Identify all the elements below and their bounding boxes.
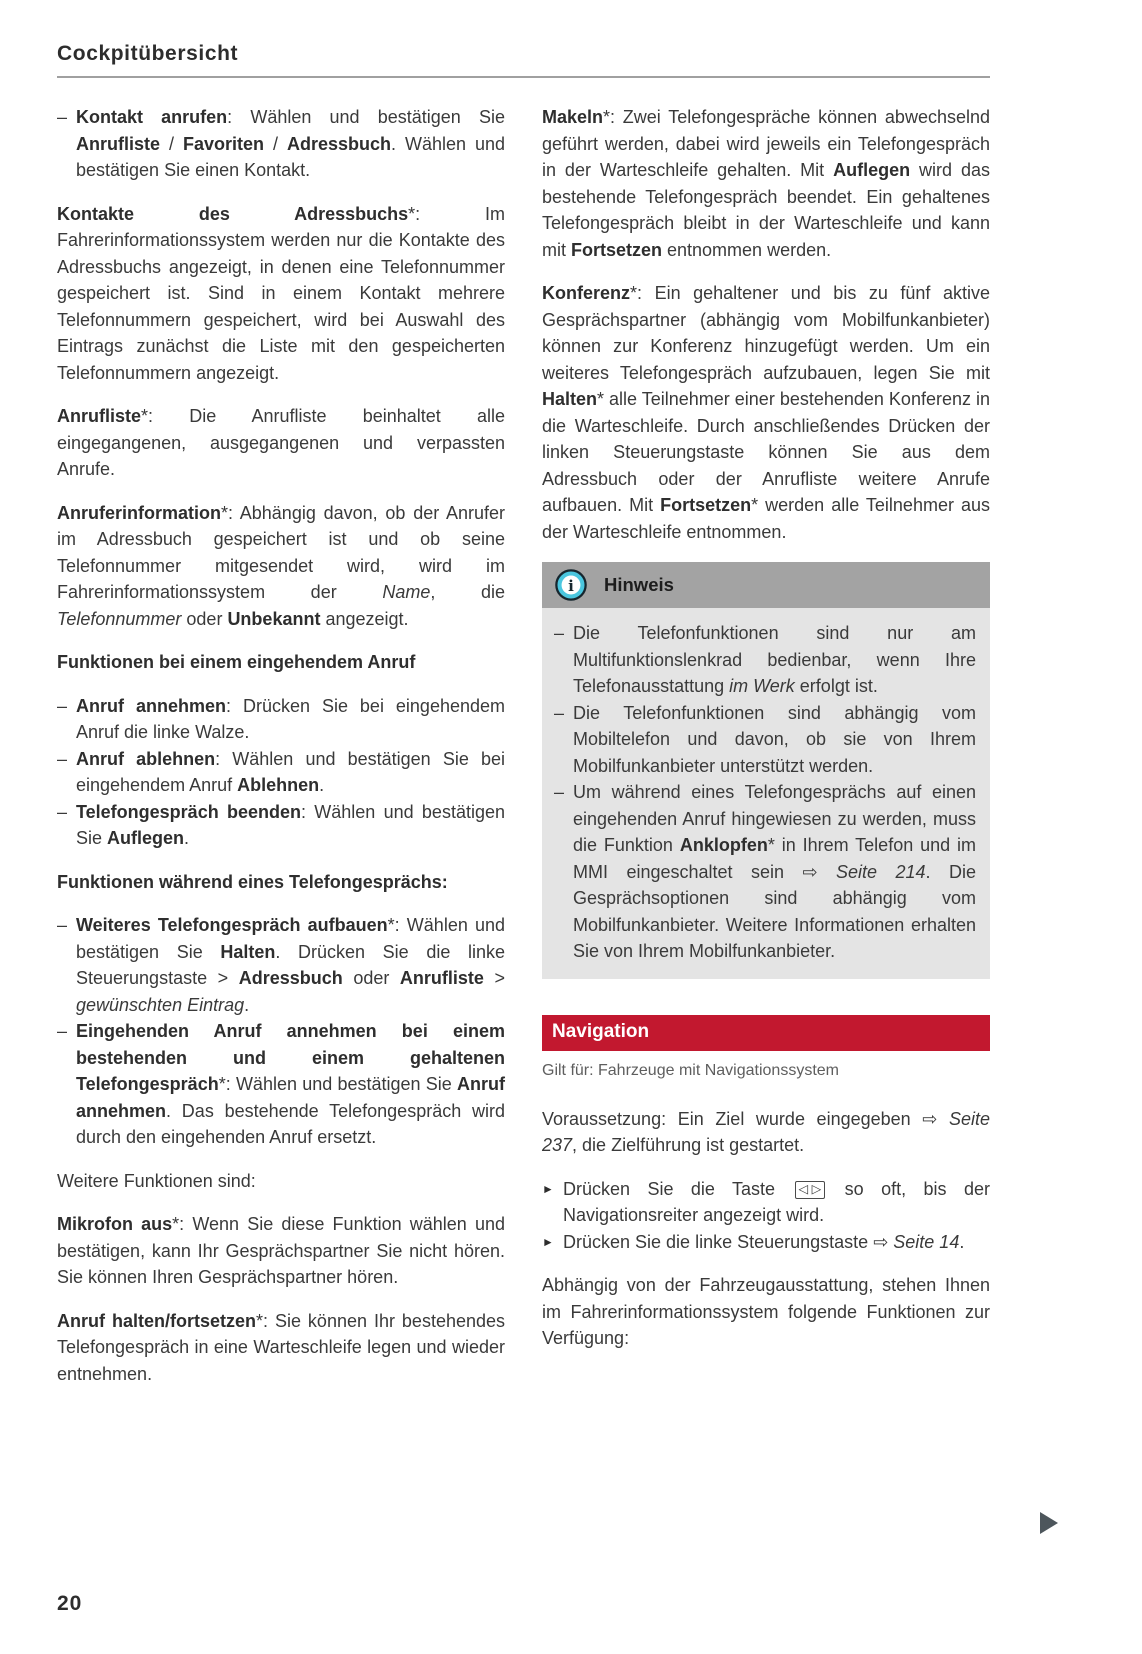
dash-bullet: –: [554, 782, 565, 802]
paragraph-mikrofon-aus: Mikrofon aus*: Wenn Sie diese Funktion wählen und bestätigen, kann Ihr Gesprächspartner Sie nicht hören. Sie können Ihren Gesprächspartner hören.: [57, 1214, 505, 1287]
note-item-text: Um während eines Telefongesprächs auf einen eingehenden Anruf hingewiesen zu werden, muss die Funktion Anklopfen* in Ihrem Telefon und im MMI eingeschaltet sein ⇨ Seite 214. Die Gesprächsoptionen sind abhängig vom Mobilfunkanbieter. Weitere Informationen erhalten Sie von Ihrem Mobilfunkanbieter.: [573, 782, 977, 961]
note-item: [554, 700, 976, 780]
paragraph-abhaengig: Abhängig von der Fahrzeugausstattung, stehen Ihnen im Fahrerinformationssystem folgende Funktionen zur Verfügung:: [542, 1275, 990, 1348]
page-number: 20: [57, 1592, 83, 1615]
note-item-text: Die Telefonfunktionen sind abhängig vom Mobiltelefon und davon, ob sie von Ihrem Mobilfunkanbieter unterstützt werden.: [573, 702, 976, 776]
dash-bullet: –: [57, 915, 68, 935]
list-item: [57, 104, 505, 184]
content-columns: [57, 104, 990, 1404]
list-item-text: Telefongespräch beenden: Wählen und bestätigen Sie Auflegen.: [76, 801, 505, 848]
note-title: Hinweis: [604, 573, 674, 595]
dash-bullet: –: [554, 702, 565, 723]
left-right-key-icon: ◁ ▷: [795, 1181, 826, 1199]
dash-bullet: –: [57, 1021, 68, 1041]
dash-bullet: –: [57, 695, 68, 716]
list-item: [57, 799, 505, 852]
bullet-list: [57, 693, 505, 852]
bullet-list: [57, 104, 505, 184]
continuation-triangle-icon: [1040, 1512, 1058, 1534]
action-item-text: Drücken Sie die linke Steuerungstaste ⇨ Seite 14.: [563, 1231, 965, 1252]
list-item-text: Weiteres Telefongespräch aufbauen*: Wählen und bestätigen Sie Halten. Drücken Sie die linke Steuerungstaste > Adressbuch oder Anrufliste > gewünschten Eintrag.: [76, 915, 506, 1015]
bullet-list: [57, 912, 505, 1151]
list-item-text: Eingehenden Anruf annehmen bei einem bestehenden und einem gehaltenen Telefongespräch*: Wählen und bestätigen Sie Anruf annehmen. Das bestehende Telefongespräch wird durch den eingehenden Anruf ersetzt.: [76, 1021, 505, 1147]
triangle-bullet-icon: ►: [542, 1234, 554, 1249]
action-list: [542, 1176, 990, 1256]
page-title: Cockpitübersicht: [57, 42, 239, 65]
header-rule: [57, 76, 990, 78]
paragraph-voraussetzung: Voraussetzung: Ein Ziel wurde eingegeben ⇨ Seite 237, die Zielführung ist gestartet.: [542, 1108, 990, 1155]
list-item-text: Kontakt anrufen: Wählen und bestätigen Sie Anrufliste / Favoriten / Adressbuch. Wählen und bestätigen Sie einen Kontakt.: [76, 107, 505, 180]
dash-bullet: –: [57, 107, 68, 127]
dash-bullet: –: [57, 748, 68, 769]
action-item: [542, 1229, 990, 1256]
heading-waehrend-telefongespraech: Funktionen während eines Telefongesprächs:: [57, 871, 448, 892]
paragraph-kontakte-des-adressbuchs: Kontakte des Adressbuchs*: Im Fahrerinformationssystem werden nur die Kontakte des Adressbuchs angezeigt, in denen eine Telefonnummer gespeichert ist. Sind in einem Kontakt mehrere Telefonnummern gespeichert, wird bei Auswahl des Eintrags zunächst die Liste mit den gespeicherten Telefonnummern angezeigt.: [57, 203, 505, 383]
paragraph-anruf-halten: Anruf halten/fortsetzen*: Sie können Ihr bestehendes Telefongespräch in eine Warteschleife legen und wieder entnehmen.: [57, 1310, 506, 1384]
note-item: [554, 779, 976, 965]
note-item-text: Die Telefonfunktionen sind nur am Multifunktionslenkrad bedienbar, wenn Ihre Telefonausstattung im Werk erfolgt ist.: [573, 623, 976, 696]
svg-text:i: i: [568, 577, 574, 596]
right-column: [542, 104, 990, 1404]
list-item: [57, 693, 505, 746]
paragraph-konferenz: Konferenz*: Ein gehaltener und bis zu fünf aktive Gesprächspartner (abhängig vom Mobilfunkanbieter) können zur Konferenz hinzugefügt werden. Um ein weiteres Telefongespräch aufzubauen, legen Sie mit Halten* alle Teilnehmer einer bestehenden Konferenz in die Warteschleife. Durch anschließendes Drücken der linken Steuerungstaste können Sie aus dem Adressbuch oder der Anrufliste weitere Anrufe aufbauen. Mit Fortsetzen* werden alle Teilnehmer aus der Warteschleife entnommen.: [542, 283, 990, 542]
paragraph-anruferinformation: Anruferinformation*: Abhängig davon, ob der Anrufer im Adressbuch gespeichert ist und ob seine Telefonnummer mitgesendet wird, wird im Fahrerinformationssystem der Name, die Telefonnummer oder Unbekannt angezeigt.: [57, 502, 505, 629]
action-item-text: Drücken Sie die Taste ◁ ▷ so oft, bis der Navigationsreiter angezeigt wird.: [563, 1178, 990, 1225]
dash-bullet: –: [57, 801, 68, 822]
list-item: [57, 912, 505, 1018]
info-icon: [554, 568, 588, 602]
list-item-text: Anruf annehmen: Drücken Sie bei eingehendem Anruf die linke Walze.: [76, 695, 506, 742]
heading-eingehender-anruf: Funktionen bei einem eingehendem Anruf: [57, 652, 416, 672]
note-box: [542, 562, 990, 979]
list-item: [57, 746, 505, 799]
note-header: [542, 562, 990, 608]
dash-bullet: –: [554, 623, 565, 643]
paragraph-anrufliste: Anrufliste*: Die Anrufliste beinhaltet alle eingegangenen, ausgegangenen und verpassten Anrufe.: [57, 406, 505, 479]
applies-to-note: Gilt für: Fahrzeuge mit Navigationssystem: [542, 1062, 839, 1079]
paragraph-weitere-funktionen: Weitere Funktionen sind:: [57, 1170, 256, 1191]
list-item-text: Anruf ablehnen: Wählen und bestätigen Sie bei eingehendem Anruf Ablehnen.: [76, 748, 505, 795]
left-column: [57, 104, 505, 1404]
note-body: [542, 608, 990, 979]
triangle-bullet-icon: ►: [542, 1181, 554, 1196]
paragraph-makeln: Makeln*: Zwei Telefongespräche können abwechselnd geführt werden, dabei wird jeweils ein Telefongespräch in der Warteschleife gehalten. Mit Auflegen wird das bestehende Telefongespräch beendet. Ein gehaltenes Telefongespräch bleibt in der Warteschleife und kann mit Fortsetzen entnommen werden.: [542, 107, 990, 260]
action-item: [542, 1176, 990, 1229]
section-header-navigation: Navigation: [542, 1015, 990, 1052]
list-item: [57, 1018, 505, 1151]
note-item: [554, 620, 976, 700]
